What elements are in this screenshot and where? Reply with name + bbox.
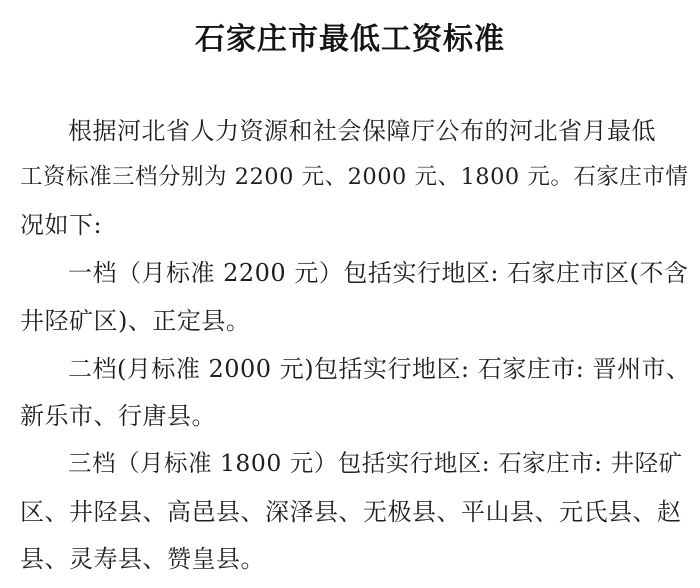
intro-line-1: 根据河北省人力资源和社会保障厅公布的河北省月最低 <box>68 117 656 145</box>
tier-2-line-1: 二档(月标准 2000 元)包括实行地区: 石家庄市: 晋州市、 <box>68 355 691 383</box>
tier-3-line-2: 区、井陉县、高邑县、深泽县、无极县、平山县、元氏县、赵 <box>20 498 682 526</box>
intro-line-3: 况如下: <box>20 211 103 239</box>
tier-3-line-1: 三档（月标准 1800 元）包括实行地区: 石家庄市: 井陉矿 <box>68 449 683 477</box>
tier-1-line-1: 一档（月标准 2200 元）包括实行地区: 石家庄市区(不含 <box>68 259 689 287</box>
tier-2-line-2: 新乐市、行唐县。 <box>20 402 216 430</box>
intro-line-2: 工资标准三档分别为 2200 元、2000 元、1800 元。石家庄市情 <box>20 164 689 190</box>
document-title: 石家庄市最低工资标准 <box>195 22 505 57</box>
tier-3-line-3: 县、灵寿县、赞皇县。 <box>20 545 265 573</box>
tier-1-line-2: 井陉矿区)、正定县。 <box>20 307 251 335</box>
